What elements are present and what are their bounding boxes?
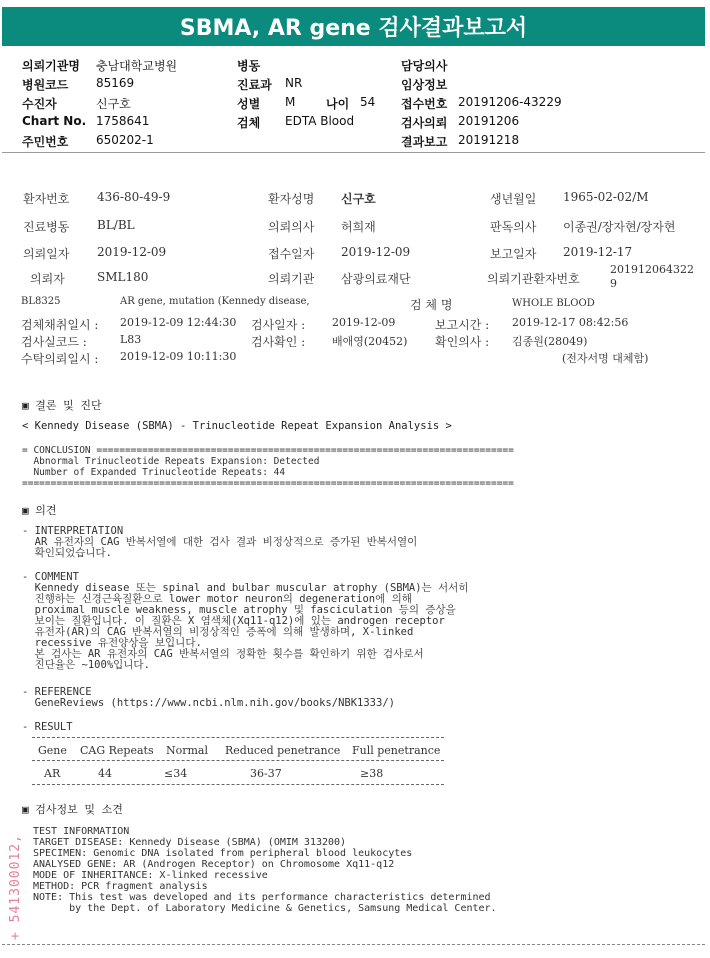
patient-receipt-date-value: 2019-12-09: [341, 245, 411, 259]
chart-no-value: 1758641: [96, 114, 150, 128]
label-entrusted-time: 수탁의뢰일시 :: [21, 352, 99, 366]
label-test-confirm: 검사확인 :: [251, 335, 306, 349]
specimen-code: BL8325: [21, 296, 61, 307]
side-barcode-number: + 541300012,: [8, 834, 23, 940]
result-header-reduced: Reduced penetrance: [225, 744, 341, 757]
specimen-type-value: WHOLE BLOOD: [512, 298, 595, 309]
field-attending-doctor: 담당의사: [401, 59, 448, 73]
section-opinion-heading: ▣ 의견: [22, 504, 57, 517]
patient-label-report-date: 보고일자: [490, 247, 537, 261]
test-info-block: TEST INFORMATION TARGET DISEASE: Kennedy Disease (SBMA) (OMIM 313200) SPECIMEN: Genomic DNA isolated from peripheral blood leukocytes ANALYSED GENE: AR (Androgen Receptor) on Chromosome Xq11-q12 MODE OF INHERITANCE: X-linked recessive METHOD: PCR fragment analysis NOTE: This test was developed and its performance characteristics determined by the Dept. of Laboratory Medicine & Genetics, Samsung Medical Center.: [33, 826, 497, 914]
bottom-divider: [2, 944, 705, 945]
result-full-value: ≥38: [360, 767, 384, 780]
field-chart-no: Chart No.: [22, 114, 87, 128]
department-value: NR: [285, 76, 303, 90]
conclusion-block: = CONCLUSION ========================================================================= Abnormal Trinucleotide Repeats Expansion: Detected Number of Expanded Trinucleotide Repeats: 44 ======================================================================================: [22, 445, 514, 489]
patient-requester-value: SML180: [97, 270, 149, 284]
report-time-value: 2019-12-17 08:42:56: [512, 316, 629, 329]
patient-name-value: 신구호: [341, 192, 376, 206]
result-header-cag: CAG Repeats: [80, 744, 154, 757]
label-lab-code: 검사실코드 :: [21, 335, 87, 349]
result-header-gene: Gene: [38, 744, 67, 757]
field-receipt-number: 접수번호: [401, 97, 448, 111]
requesting-institution-value: 충남대학교병원: [96, 59, 178, 73]
patient-reader-value: 이종권/장자현/장자현: [563, 220, 676, 234]
section-conclusion-heading: ▣ 결론 및 진단: [22, 399, 102, 412]
field-result-report: 결과보고: [401, 135, 448, 149]
entrusted-time-value: 2019-12-09 10:11:30: [120, 350, 237, 363]
patient-label-birth: 생년월일: [490, 192, 537, 206]
field-requesting-institution: 의뢰기관명: [22, 59, 80, 73]
specimen-label: 검 체 명: [410, 298, 453, 312]
reference-block: - REFERENCE GeneReviews (https://www.ncbi.nlm.nih.gov/books/NBK1333/): [22, 686, 395, 709]
test-request-value: 20191206: [458, 114, 520, 128]
field-ward: 병동: [237, 59, 261, 73]
result-gene-value: AR: [44, 767, 61, 780]
confirm-doctor-value: 김종원(28049): [512, 335, 588, 348]
patient-value: 신구호: [96, 97, 131, 111]
collection-time-value: 2019-12-09 12:44:30: [120, 316, 237, 329]
patient-request-date-value: 2019-12-09: [97, 245, 167, 259]
patient-id-value: 436-80-49-9: [97, 190, 171, 204]
label-test-date: 검사일자 :: [251, 318, 306, 332]
result-reduced-value: 36-37: [250, 767, 282, 780]
test-date-value: 2019-12-09: [332, 316, 396, 329]
patient-label-id: 환자번호: [23, 192, 70, 206]
field-patient: 수진자: [22, 97, 57, 111]
field-sex: 성별: [237, 97, 261, 111]
lab-code-value: L83: [120, 333, 142, 346]
e-signature-note: (전자서명 대체함): [562, 352, 649, 365]
label-confirm-doctor: 확인의사 :: [435, 335, 490, 349]
patient-label-requester: 의뢰자: [30, 272, 65, 286]
result-table-bottom-rule: [32, 784, 444, 785]
patient-ward-value: BL/BL: [97, 218, 135, 232]
resident-number-value: 650202-1: [96, 133, 154, 147]
result-report-value: 20191218: [458, 133, 520, 147]
patient-label-institution: 의뢰기관: [268, 272, 315, 286]
result-cag-value: 44: [98, 767, 112, 780]
field-age: 나이: [326, 97, 350, 111]
comment-block: - COMMENT Kennedy disease 또는 spinal and bulbar muscular atrophy (SBMA)는 서서히 진행하는 신경근육질환으로 lower motor neuron의 degeneration에 의해 proximal muscle weakness, muscle atrophy 및 fasciculation 등의 증상을 보이는 질환입니다. 이 질환은 X 염색체(Xq11-q12)에 있는 androgen receptor 유전자(AR)의 CAG 반복서열의 비정상적인 증폭에 의해 발생하며, X-linked recessive 유전양상을 보입니다. 본 검사는 AR 유전자의 CAG 반복서열의 정확한 횟수를 확인하기 위한 검사로서 진단율은 ~100%입니다.: [22, 571, 469, 671]
sex-value: M: [285, 95, 296, 109]
patient-label-ward: 진료병동: [23, 220, 70, 234]
field-clinical-info: 임상정보: [401, 78, 448, 92]
field-hospital-code: 병원코드: [22, 78, 69, 92]
patient-inst-patient-no-value-cont: 9: [610, 277, 617, 290]
patient-label-doctor: 의뢰의사: [268, 220, 315, 234]
specimen-value: EDTA Blood: [285, 114, 355, 128]
patient-label-receipt-date: 접수일자: [268, 247, 315, 261]
conclusion-subtitle: < Kennedy Disease (SBMA) - Trinucleotide Repeat Expansion Analysis >: [22, 420, 452, 432]
patient-inst-patient-no-value: 201912064322: [610, 263, 694, 276]
result-header-normal: Normal: [166, 744, 209, 757]
result-label: - RESULT: [22, 721, 73, 733]
field-resident-number: 주민번호: [22, 135, 69, 149]
patient-label-name: 환자성명: [268, 192, 315, 206]
test-confirm-value: 배애영(20452): [332, 335, 408, 348]
patient-birth-value: 1965-02-02/M: [563, 190, 649, 204]
age-value: 54: [360, 95, 376, 109]
result-normal-value: ≤34: [164, 767, 188, 780]
result-table-top-rule: [32, 737, 444, 738]
hospital-code-value: 85169: [96, 76, 135, 90]
report-title: SBMA, AR gene 검사결과보고서: [2, 7, 705, 46]
field-department: 진료과: [237, 78, 272, 92]
patient-doctor-value: 허희재: [341, 220, 376, 234]
receipt-number-value: 20191206-43229: [458, 95, 562, 109]
label-collection-time: 검체채취일시 :: [21, 318, 99, 332]
header-divider: [2, 152, 705, 153]
patient-label-request-date: 의뢰일자: [23, 247, 70, 261]
patient-label-inst-patient-no: 의뢰기관환자번호: [487, 272, 580, 286]
field-specimen: 검체: [237, 116, 261, 130]
label-report-time: 보고시간 :: [435, 318, 490, 332]
result-header-full: Full penetrance: [352, 744, 441, 757]
patient-institution-value: 삼광의료재단: [341, 272, 411, 286]
field-test-request: 검사의뢰: [401, 116, 448, 130]
specimen-test-name: AR gene, mutation (Kennedy disease,: [120, 296, 310, 307]
patient-label-reader: 판독의사: [490, 220, 537, 234]
result-table-mid-rule: [32, 760, 444, 761]
patient-report-date-value: 2019-12-17: [563, 245, 633, 259]
interpretation-block: - INTERPRETATION AR 유전자의 CAG 반복서열에 대한 검사 결과 비정상적으로 증가된 반복서열이 확인되었습니다.: [22, 525, 418, 559]
section-test-info-heading: ▣ 검사정보 및 소견: [22, 803, 123, 816]
